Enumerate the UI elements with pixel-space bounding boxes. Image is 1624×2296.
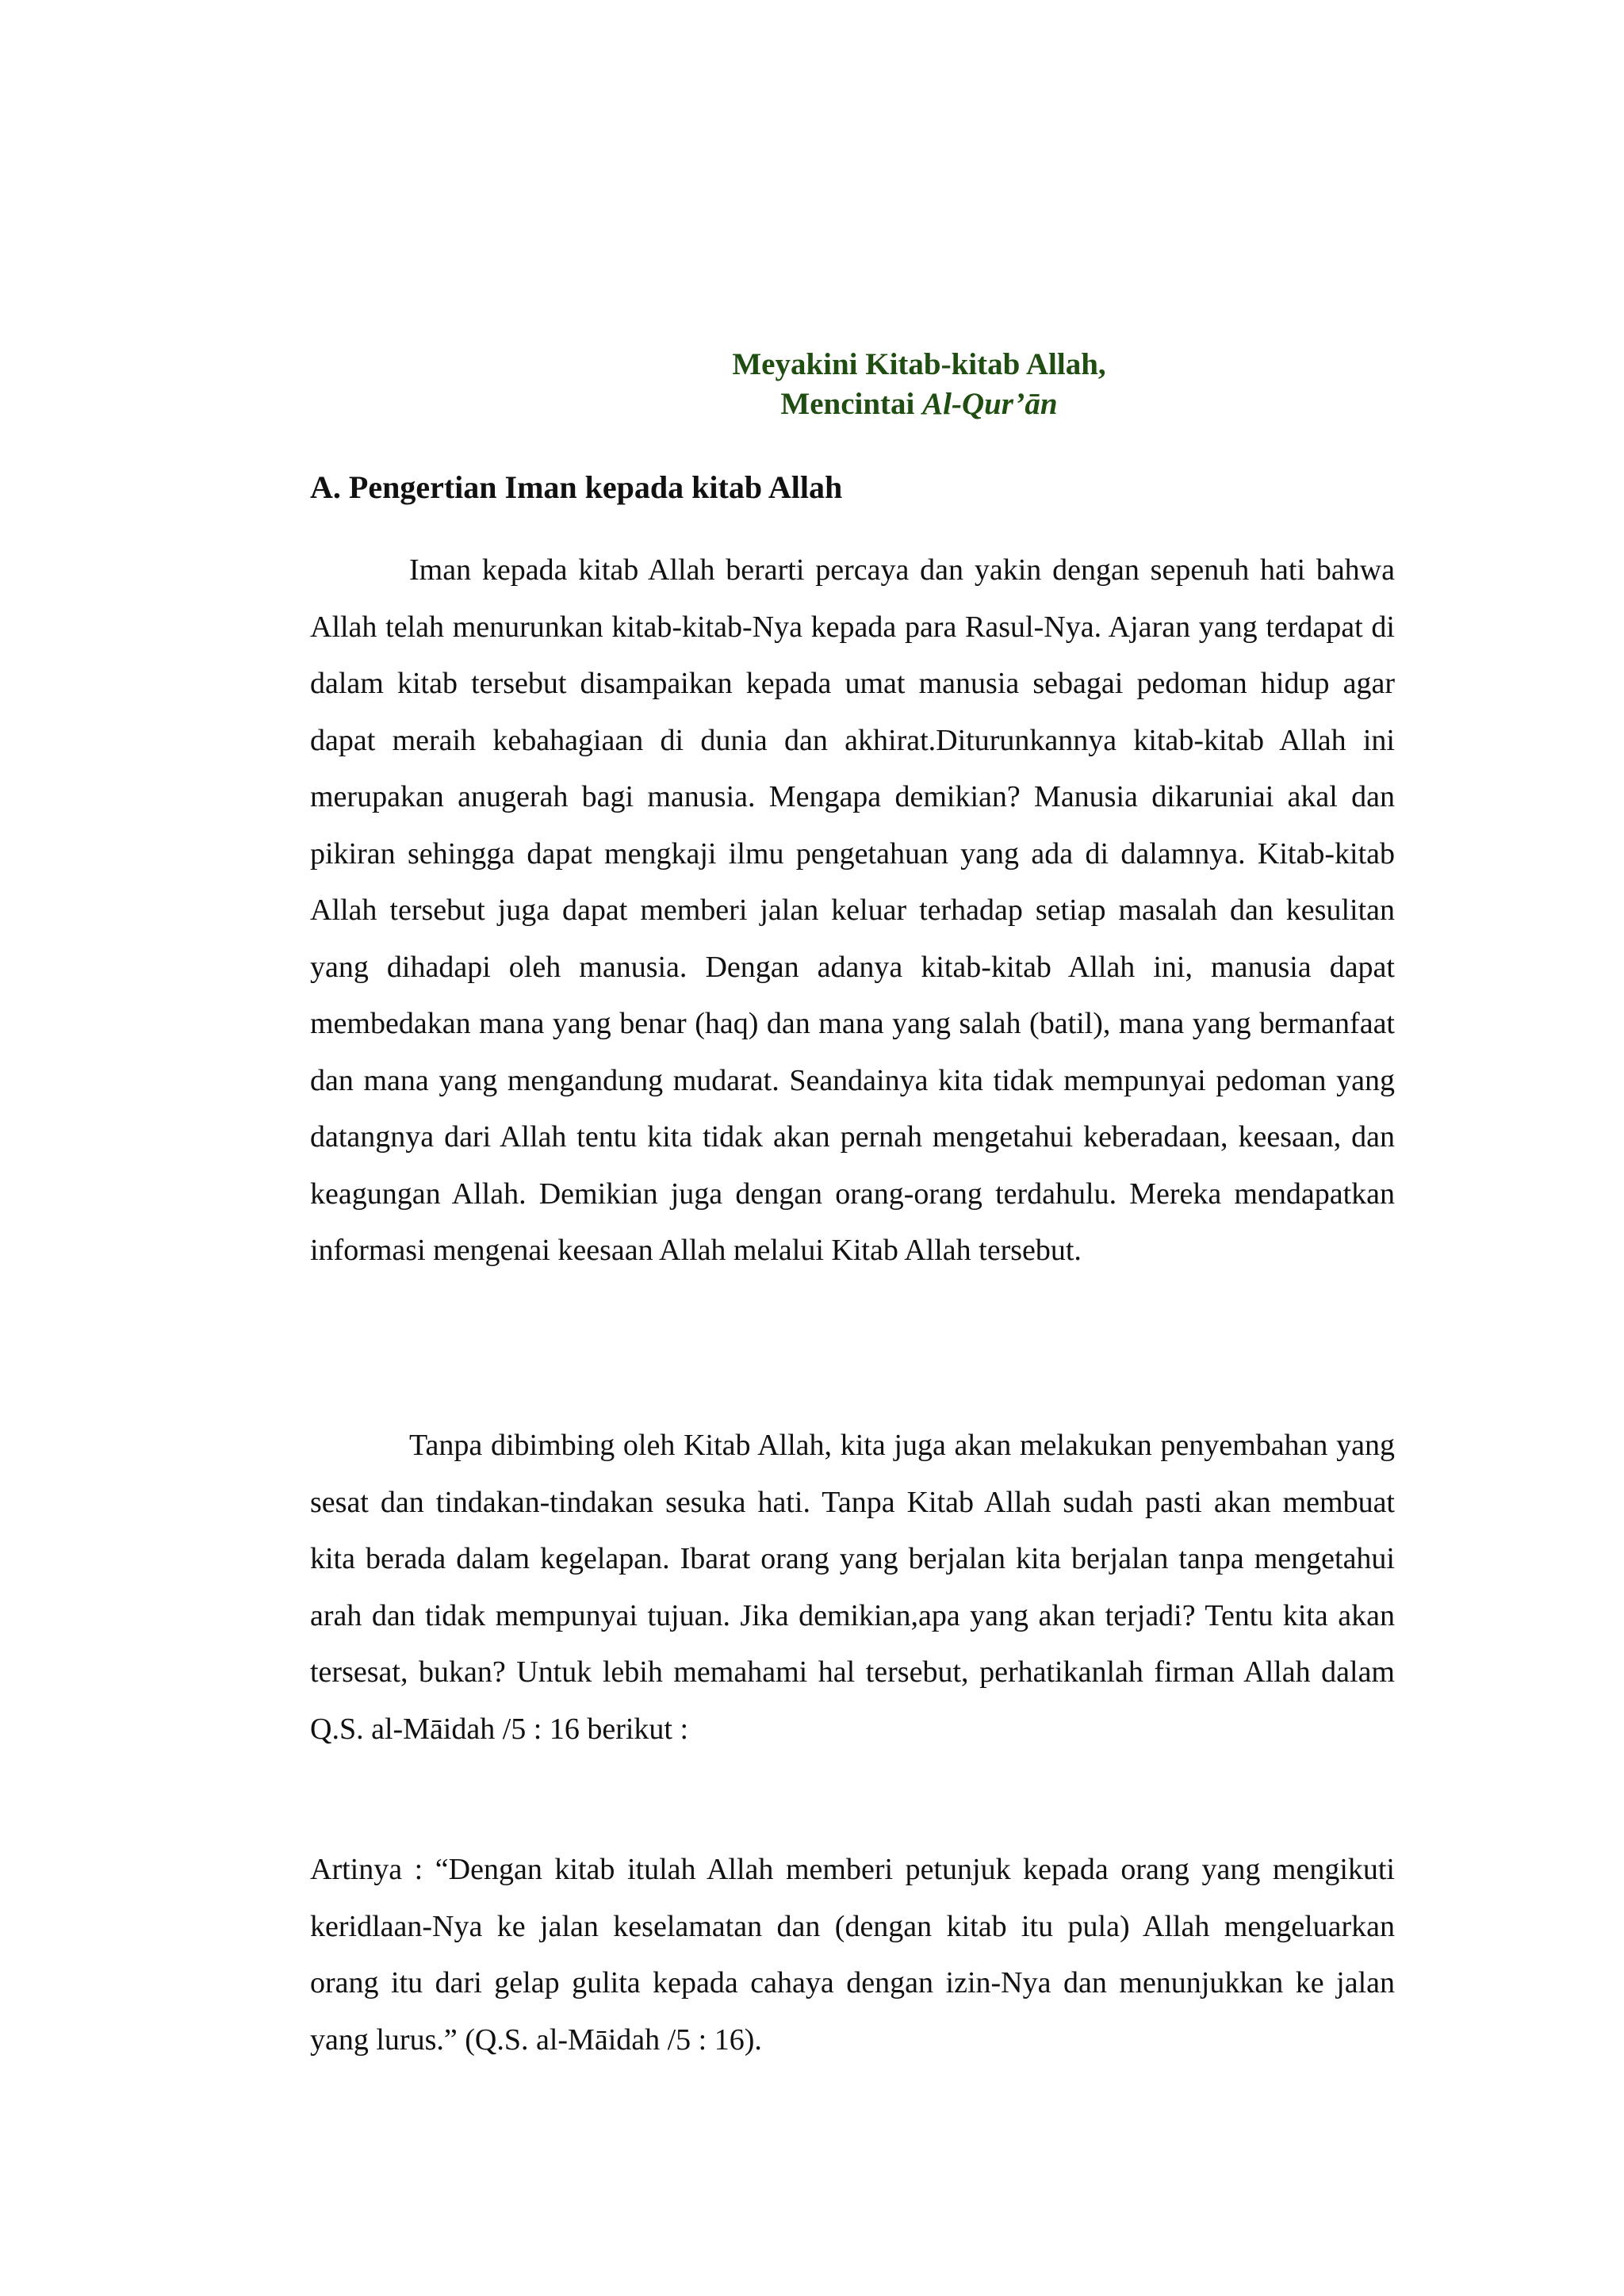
paragraph-2: Tanpa dibimbing oleh Kitab Allah, kita juga akan melakukan penyembahan yang sesat dan tindakan-tindakan sesuka hati. Tanpa Kitab Allah sudah pasti akan membuat kita berada dalam kegelapan. Ibarat orang yang berjalan kita berjalan tanpa mengetahui arah dan tidak mempunyai tujuan. Jika demikian,apa yang akan terjadi? Tentu kita akan tersesat, bukan? Untuk lebih memahami hal tersebut, perhatikanlah firman Allah dalam Q.S. al-Māidah /5 : 16 berikut : [310, 1429, 1395, 1746]
title-line-2 [214, 385, 1624, 424]
paragraph-3-block [310, 1842, 1395, 2068]
paragraph-1: Iman kepada kitab Allah berarti percaya dan yakin dengan sepenuh hati bahwa Allah telah menurunkan kitab-kitab-Nya kepada para Rasul-Nya. Ajaran yang terdapat di dalam kitab tersebut disampaikan kepada umat manusia sebagai pedoman hidup agar dapat meraih kebahagiaan di dunia dan akhirat.Diturunkannya kitab-kitab Allah ini merupakan anugerah bagi manusia. Mengapa demikian? Manusia dikaruniai akal dan pikiran sehingga dapat mengkaji ilmu pengetahuan yang ada di dalamnya. Kitab-kitab Allah tersebut juga dapat memberi jalan keluar terhadap setiap masalah dan kesulitan yang dihadapi oleh manusia. Dengan adanya kitab-kitab Allah ini, manusia dapat membedakan mana yang benar (haq) dan mana yang salah (batil), mana yang bermanfaat dan mana yang mengandung mudarat. Seandainya kita tidak mempunyai pedoman yang datangnya dari Allah tentu kita tidak akan pernah mengetahui keberadaan, keesaan, dan keagungan Allah. Demikian juga dengan orang-orang terdahulu. Mereka mendapatkan informasi mengenai keesaan Allah melalui Kitab Allah tersebut. [310, 553, 1395, 1267]
title-line-2-italic: Al-Qur’ān [922, 387, 1058, 421]
paragraph-2-block [310, 1418, 1395, 1758]
document-title [0, 345, 1624, 424]
title-line-1: Meyakini Kitab-kitab Allah, [732, 347, 1106, 381]
paragraph-1-block [310, 542, 1395, 1280]
section-heading: A. Pengertian Iman kepada kitab Allah [310, 469, 843, 505]
title-line-2-prefix: Mencintai [780, 387, 923, 421]
paragraph-3-translation: Artinya : “Dengan kitab itulah Allah memberi petunjuk kepada orang yang mengikuti keridlaan-Nya ke jalan keselamatan dan (dengan kitab itu pula) Allah mengeluarkan orang itu dari gelap gulita kepada cahaya dengan izin-Nya dan menunjukkan ke jalan yang lurus.” (Q.S. al-Māidah /5 : 16). [310, 1853, 1395, 2057]
